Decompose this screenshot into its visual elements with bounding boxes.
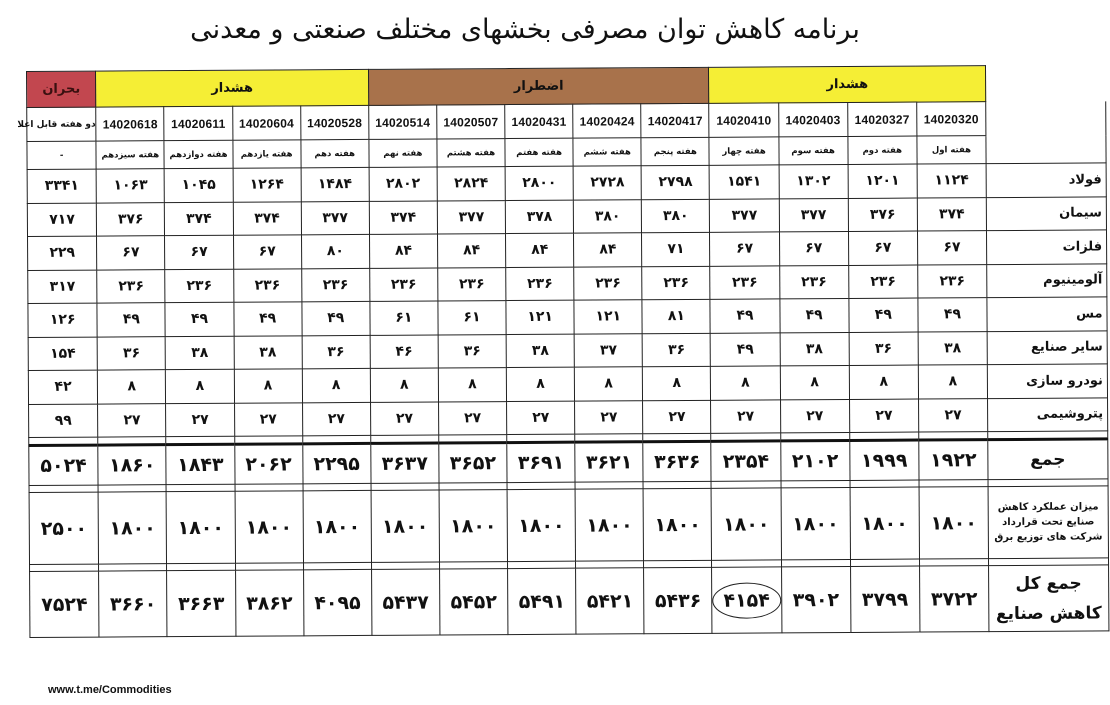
value-cell: ۸ <box>438 368 506 402</box>
value-cell: ۲۸۲۴ <box>437 167 505 201</box>
value-cell: ۱۵۴ <box>28 337 97 371</box>
value-cell: ۳۶۵۲ <box>439 443 507 483</box>
value-cell: ۴۹ <box>780 298 849 332</box>
value-cell: ۴۹ <box>918 298 987 332</box>
value-cell: ۳۸ <box>506 334 574 368</box>
week-cell: هفته دوم <box>848 136 917 164</box>
value-cell: ۴۹ <box>165 302 233 336</box>
value-cell: ۱۰۴۵ <box>165 168 233 202</box>
value-cell: ۸ <box>711 366 780 400</box>
value-cell: ۱۸۰۰ <box>850 487 920 559</box>
value-cell: ۴۰۹۵ <box>303 569 372 635</box>
contract-row <box>29 486 1108 565</box>
value-cell: ۲۷ <box>507 401 575 435</box>
week-cell: هفته سوم <box>779 136 848 164</box>
value-cell: ۲۷ <box>849 399 918 433</box>
value-cell: ۱۸۰۰ <box>919 487 989 559</box>
value-cell: ۲۳۶ <box>370 267 438 301</box>
value-cell: ۲۲۹ <box>28 236 97 270</box>
value-cell: ۸ <box>643 366 711 400</box>
value-cell: ۴۹ <box>302 301 370 335</box>
value-cell: ۱۸۰۰ <box>643 488 712 560</box>
value-cell: ۲۳۶ <box>710 265 779 299</box>
row-label: فلزات <box>987 230 1107 264</box>
value-cell: ۱۹۹۹ <box>850 440 919 480</box>
value-cell: ۳۸ <box>166 336 234 370</box>
value-cell: ۵۴۲۱ <box>576 568 645 634</box>
value-cell: ۴۹ <box>233 302 301 336</box>
value-cell: ۲۷ <box>166 403 234 437</box>
value-cell: ۴۹ <box>710 299 779 333</box>
value-cell: ۸ <box>849 365 918 399</box>
contract-row-label: میزان عملکرد کاهش صنایع تحت قرارداد شرکت های توزیع برق <box>988 486 1108 559</box>
value-cell: ۳۷۸ <box>505 200 573 234</box>
value-cell: ۲۷ <box>234 402 302 436</box>
value-cell: ۵۰۲۴ <box>29 445 99 485</box>
date-cell: 14020618 <box>96 107 164 141</box>
corner-blank <box>986 65 1106 102</box>
row-label-blank <box>986 135 1106 164</box>
total-row <box>30 565 1109 638</box>
value-cell: ۶۷ <box>710 232 779 266</box>
value-cell: ۲۲۹۵ <box>302 443 370 483</box>
value-cell: ۴۶ <box>370 334 438 368</box>
week-cell: هفته ششم <box>573 138 641 166</box>
value-cell: ۱۸۰۰ <box>235 491 304 563</box>
value-cell: ۱۸۰۰ <box>98 492 167 564</box>
date-cell: 14020507 <box>437 105 505 139</box>
sum-row <box>29 439 1108 486</box>
value-cell: ۲۳۶ <box>642 266 710 300</box>
value-cell: ۳۶ <box>642 333 710 367</box>
value-cell: ۸ <box>302 368 370 402</box>
date-cell: 14020528 <box>300 105 368 139</box>
value-cell: ۳۷۴ <box>233 201 301 235</box>
value-cell: ۱۲۰۱ <box>848 164 917 198</box>
week-cell: هفته هشتم <box>437 139 505 167</box>
value-cell: ۱۸۰۰ <box>303 490 372 562</box>
row-label: فولاد <box>986 163 1106 197</box>
value-cell: ۸۴ <box>506 233 574 267</box>
value-cell: ۸ <box>166 369 234 403</box>
value-cell: ۴۹ <box>711 332 780 366</box>
category-crisis: بحران <box>27 71 96 107</box>
value-cell: ۲۷۲۸ <box>573 166 641 200</box>
value-cell: ۲۳۶ <box>233 268 301 302</box>
value-cell: ۳۷۷ <box>437 200 505 234</box>
week-cell: هفته یازدهم <box>232 140 300 168</box>
value-cell: ۶۷ <box>917 231 986 265</box>
date-cell: 14020514 <box>369 105 437 139</box>
value-cell: ۱۸۰۰ <box>166 491 235 563</box>
date-cell: 14020431 <box>505 104 573 138</box>
circled-value: ۴۱۵۴ <box>712 582 781 618</box>
value-cell: ۸ <box>98 370 166 404</box>
value-cell: ۲۷ <box>575 400 643 434</box>
row-label: سایر صنایع <box>987 330 1107 364</box>
value-cell: ۱۲۱ <box>506 300 574 334</box>
date-cell: 14020604 <box>232 106 300 140</box>
value-cell: ۳۷۴ <box>917 197 986 231</box>
row-label: مس <box>987 297 1107 331</box>
value-cell: ۳۸ <box>780 332 849 366</box>
value-cell: ۱۸۶۰ <box>98 445 166 485</box>
value-cell: ۳۷۷ <box>301 201 369 235</box>
value-cell: ۲۷ <box>711 399 780 433</box>
row-label: پتروشیمی <box>988 397 1108 431</box>
value-cell: ۱۲۱ <box>574 300 642 334</box>
value-cell: ۸۴ <box>369 234 437 268</box>
value-cell: ۲۷ <box>98 403 166 437</box>
week-cell: هفته دهم <box>301 139 369 167</box>
date-cell: 14020327 <box>847 102 916 136</box>
value-cell: ۱۸۰۰ <box>575 489 644 561</box>
value-cell: ۸ <box>780 365 849 399</box>
category-warning-2: هشدار <box>96 69 369 107</box>
value-cell: ۲۰۶۲ <box>234 444 302 484</box>
value-cell: ۱۵۴۱ <box>710 165 779 199</box>
value-cell: ۳۶ <box>849 332 918 366</box>
value-cell: ۹۹ <box>29 404 98 438</box>
value-cell: ۳۷ <box>574 333 642 367</box>
value-cell: ۱۸۰۰ <box>711 488 781 560</box>
value-cell: ۳۸ <box>234 335 302 369</box>
week-cell: هفته اول <box>917 136 986 164</box>
week-cell: هفته سیزدهم <box>96 141 164 169</box>
value-cell: ۳۶ <box>438 334 506 368</box>
value-cell: ۶۱ <box>370 301 438 335</box>
value-cell: ۱۸۰۰ <box>781 487 851 559</box>
value-cell: ۲۳۶ <box>165 269 233 303</box>
value-cell: ۳۹۰۲ <box>781 566 851 632</box>
row-label: نودرو سازی <box>987 364 1107 398</box>
value-cell: ۵۴۹۱ <box>508 568 577 634</box>
value-cell: ۲۷ <box>438 401 506 435</box>
value-cell: ۱۱۲۴ <box>917 164 986 198</box>
date-cell: 14020417 <box>641 103 709 137</box>
week-cell: هفته چهار <box>709 137 778 165</box>
value-cell: ۱۲۶۴ <box>233 168 301 202</box>
value-cell: ۱۸۰۰ <box>507 489 576 561</box>
value-cell: ۳۷۹۹ <box>850 566 920 632</box>
value-cell: ۳۷۷ <box>710 198 779 232</box>
value-cell: ۳۸۰ <box>573 199 641 233</box>
date-cell: 14020424 <box>573 104 641 138</box>
value-cell: ۵۴۵۲ <box>439 569 508 635</box>
value-cell: ۸۰ <box>301 234 369 268</box>
week-cell: هفته پنجم <box>641 137 709 165</box>
power-reduction-table <box>17 64 1109 638</box>
value-cell: ۲۳۶ <box>574 266 642 300</box>
value-cell: ۸ <box>234 369 302 403</box>
value-cell: ۲۳۶ <box>506 267 574 301</box>
date-cell: دو هفته قابل اعلا <box>27 107 96 141</box>
value-cell: ۲۳۶ <box>301 268 369 302</box>
category-warning-1: هشدار <box>709 66 986 104</box>
value-cell: ۱۴۸۴ <box>301 167 369 201</box>
category-alert: اضطرار <box>368 67 709 105</box>
value-cell: ۷۱۷ <box>27 203 96 237</box>
value-cell: ۶۷ <box>165 235 233 269</box>
week-cell: هفته دوازدهم <box>164 140 232 168</box>
value-cell: ۱۹۲۲ <box>919 440 988 480</box>
row-label: سیمان <box>986 196 1106 230</box>
row-label-blank <box>986 101 1106 136</box>
value-cell: ۲۷۹۸ <box>641 165 709 199</box>
value-cell: ۸۱ <box>642 299 710 333</box>
value-cell: ۱۰۶۳ <box>96 169 164 203</box>
value-cell: ۲۷ <box>918 398 987 432</box>
value-cell: ۳۷۴ <box>165 202 233 236</box>
value-cell: ۳۶ <box>97 336 165 370</box>
value-cell: ۱۸۴۳ <box>166 444 234 484</box>
value-cell: ۲۸۰۲ <box>369 167 437 201</box>
value-cell: ۲۳۶ <box>438 267 506 301</box>
value-cell: ۸۴ <box>437 234 505 268</box>
footer-link: www.t.me/Commodities <box>48 684 172 696</box>
value-cell: ۶۷ <box>233 235 301 269</box>
value-cell: ۱۸۰۰ <box>371 490 440 562</box>
power-reduction-table-sheet <box>17 64 1110 669</box>
date-cell: 14020611 <box>164 106 232 140</box>
value-cell: ۳۶۶۳ <box>167 570 236 636</box>
value-cell: ۲۷ <box>643 400 711 434</box>
value-cell: ۳۷۴ <box>369 200 437 234</box>
value-cell: ۳۶۳۷ <box>371 443 439 483</box>
total-row-label: جمع کل کاهش صنایع <box>989 565 1109 632</box>
value-cell: ۶۷ <box>97 236 165 270</box>
value-cell: ۶۱ <box>438 301 506 335</box>
row-label: آلومینیوم <box>987 263 1107 297</box>
value-cell: ۳۸۰ <box>642 199 710 233</box>
sum-row-label: جمع <box>988 439 1108 480</box>
value-cell: ۲۳۶ <box>848 265 917 299</box>
week-cell: هفته هفتم <box>505 138 573 166</box>
value-cell: ۴۹ <box>849 298 918 332</box>
week-cell: - <box>27 141 96 169</box>
value-cell: ۸ <box>575 367 643 401</box>
value-cell: ۲۳۶ <box>97 269 165 303</box>
value-cell: ۲۸۰۰ <box>505 166 573 200</box>
value-cell: ۲۷ <box>780 399 849 433</box>
value-cell: ۳۶ <box>302 335 370 369</box>
date-cell: 14020320 <box>917 102 986 136</box>
value-cell: ۲۳۵۴ <box>711 441 780 481</box>
value-cell: ۵۴۳۷ <box>371 569 440 635</box>
value-cell: ۸ <box>918 365 987 399</box>
value-cell: ۳۶۶۰ <box>99 571 168 637</box>
value-cell: ۲۳۶ <box>918 264 987 298</box>
value-cell: ۱۲۶ <box>28 303 97 337</box>
value-cell: ۸۴ <box>574 233 642 267</box>
value-cell: ۳۷۶ <box>97 202 165 236</box>
value-cell: ۶۷ <box>848 231 917 265</box>
value-cell: ۳۸ <box>918 331 987 365</box>
value-cell: ۲۱۰۲ <box>780 440 849 480</box>
value-cell: ۳۶۲۱ <box>575 442 643 482</box>
page-title: برنامه کاهش توان مصرفی بخشهای مختلف صنعتی و معدنی <box>190 14 860 45</box>
value-cell: ۵۴۳۶ <box>644 567 713 633</box>
date-cell: 14020410 <box>709 103 778 137</box>
value-cell: ۱۸۰۰ <box>439 490 508 562</box>
value-cell: ۴۲ <box>28 370 97 404</box>
value-cell: ۱۳۰۲ <box>779 164 848 198</box>
value-cell: ۳۶۹۱ <box>507 442 575 482</box>
value-cell: ۷۱ <box>642 232 710 266</box>
value-cell: ۳۶۳۶ <box>643 441 711 481</box>
value-cell: ۳۷۲۲ <box>919 566 989 632</box>
value-cell: ۳۳۴۱ <box>27 169 96 203</box>
value-cell: ۳۷۶ <box>848 198 917 232</box>
value-cell: ۴۹ <box>97 303 165 337</box>
value-cell <box>712 567 782 633</box>
value-cell: ۸ <box>370 368 438 402</box>
value-cell: ۳۸۶۲ <box>235 570 304 636</box>
value-cell: ۲۳۶ <box>779 265 848 299</box>
value-cell: ۲۷ <box>370 401 438 435</box>
week-cell: هفته نهم <box>369 139 437 167</box>
value-cell: ۳۱۷ <box>28 270 97 304</box>
date-cell: 14020403 <box>778 102 847 136</box>
value-cell: ۲۷ <box>302 402 370 436</box>
value-cell: ۳۷۷ <box>779 198 848 232</box>
value-cell: ۷۵۲۴ <box>30 571 100 637</box>
value-cell: ۸ <box>506 367 574 401</box>
value-cell: ۲۵۰۰ <box>29 492 99 564</box>
value-cell: ۶۷ <box>779 231 848 265</box>
